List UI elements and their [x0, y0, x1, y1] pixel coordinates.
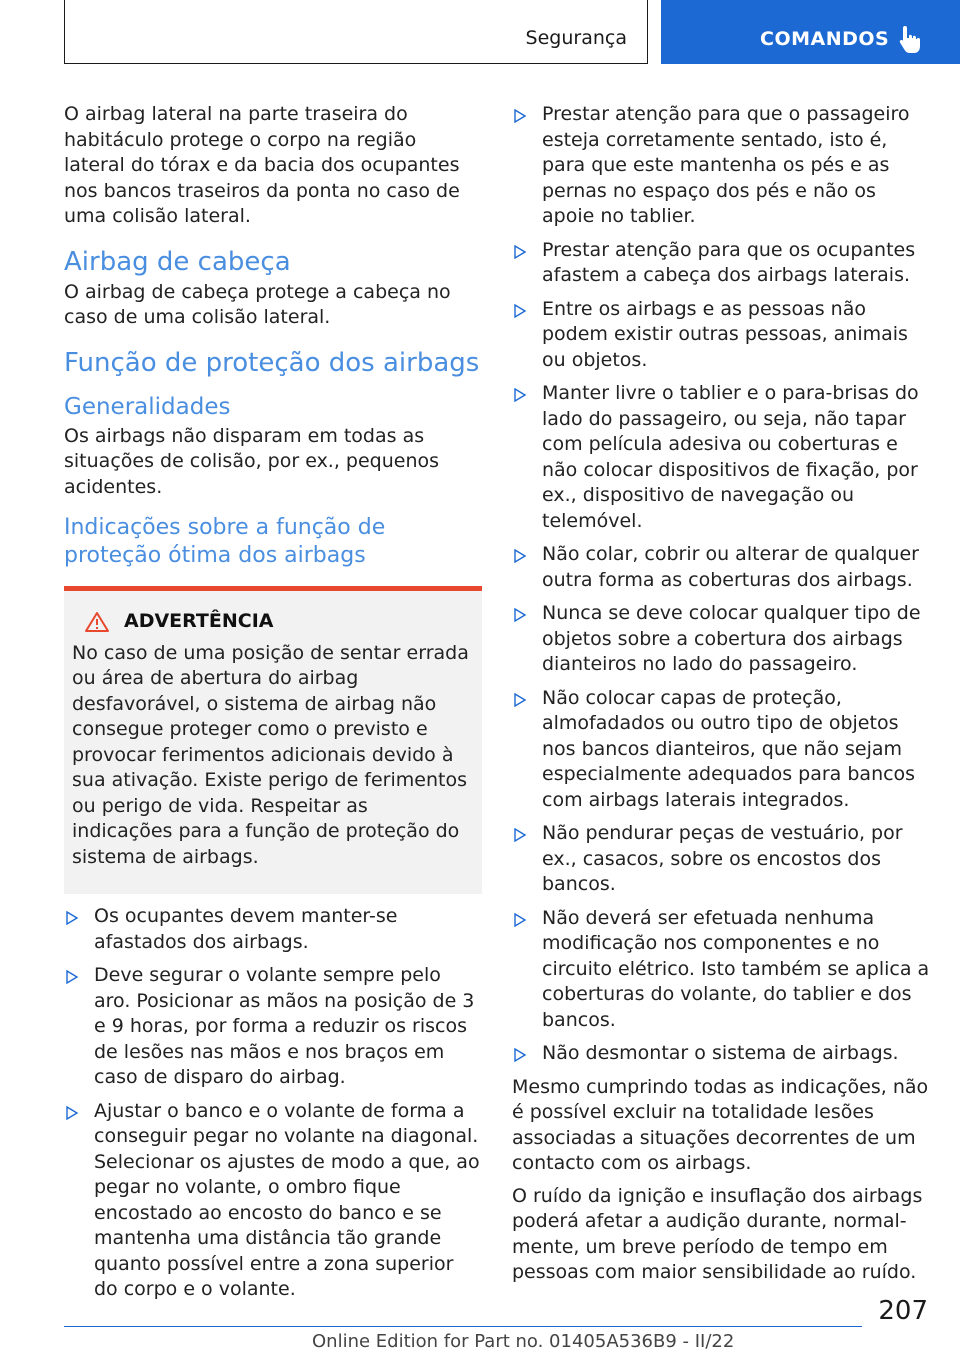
airbag-cabeca-paragraph: O airbag de cabeça protege a cabeça no caso de uma colisão lateral.: [64, 280, 451, 328]
list-item: [512, 906, 932, 1034]
list-item: [512, 1041, 932, 1067]
generalidades-paragraph: Os airbags não disparam em todas as situações de colisão, por ex., pequenos acidentes.: [64, 424, 440, 498]
list-item-text: Ajustar o banco e o volante de forma a conseguir pegar no volante na diagonal. Selecionar os ajustes de modo a que, ao pegar no volante, o ombro fique encostado ao encosto do banco e se mantenha uma distância tão grande quanto possível entre a zona superior do corpo e o volante.: [94, 1099, 480, 1300]
triangle-bullet-icon: [513, 693, 527, 707]
list-item: [512, 381, 932, 534]
triangle-bullet-icon: [65, 911, 79, 925]
left-bullet-list: [64, 904, 482, 1303]
list-item-text: Manter livre o tablier e o para-brisas do lado do passageiro, ou seja, não tapar com película adesiva ou coberturas e não colocar dispositivos de fixação, por ex., dispositivo de navegação ou telemóvel.: [542, 382, 919, 532]
warning-header: [72, 609, 474, 635]
intro-paragraph: O airbag lateral na parte traseira do habitáculo protege o corpo na região lateral do tórax e da bacia dos ocupantes nos bancos traseiros da ponta no caso de uma colisão lateral.: [64, 103, 460, 227]
ruido-paragraph: O ruído da ignição e insuflação dos airbags poderá afetar a audição durante, normalmente, um breve período de tempo em pessoas com maior sensibilidade ao ruído.: [512, 1184, 923, 1283]
page-number: 207: [878, 1296, 928, 1326]
list-item: [64, 1099, 482, 1303]
warning-body: No caso de uma posição de sentar errada ou área de abertura do airbag desfavorável, o sistema de airbag não consegue proteger como o previsto e provocar ferimentos adicionais devido à sua ativação. Existe perigo de ferimentos ou perigo de vida. Respeitar as indicações para a função de proteção do sistema de airbags.: [72, 641, 469, 868]
list-item-text: Prestar atenção para que o passageiro esteja corretamente sentado, isto é, para que este mantenha os pés e as pernas no espaço dos pés e não os apoie no tablier.: [542, 103, 910, 227]
heading-funcao-protecao: Função de proteção dos airbags: [64, 347, 480, 378]
list-item: [512, 542, 932, 593]
list-item-text: Prestar atenção para que os ocupantes afastem a cabeça dos airbags laterais.: [542, 238, 916, 286]
right-column: [512, 102, 932, 1293]
heading-generalidades: Generalidades: [64, 393, 231, 420]
triangle-bullet-icon: [513, 913, 527, 927]
footer-divider: [64, 1326, 862, 1327]
list-item-text: Não pendurar peças de vestuário, por ex., casacos, sobre os encostos dos bancos.: [542, 822, 903, 895]
triangle-bullet-icon: [513, 1048, 527, 1062]
list-item-text: Deve segurar o volante sempre pelo aro. Posicionar as mãos na posição de 3 e 9 horas, por forma a reduzir os riscos de lesões nas mãos e nos braços em caso de disparo do airbag.: [94, 964, 475, 1088]
list-item-text: Não deverá ser efetuada nenhuma modificação nos componentes e no circuito elétrico. Isto também se aplica a coberturas do volante, do tablier e dos bancos.: [542, 906, 930, 1031]
heading-indicacoes: Indicações sobre a função de proteção ótima dos airbags: [64, 515, 386, 568]
header-section-box: [64, 0, 648, 64]
list-item: [64, 963, 482, 1091]
list-item-text: Entre os airbags e as pessoas não podem existir outras pessoas, animais ou objetos.: [542, 297, 908, 371]
warning-triangle-icon: [84, 611, 110, 633]
list-item-text: Não colar, cobrir ou alterar de qualquer outra forma as coberturas dos airbags.: [542, 543, 919, 591]
right-bullet-list: [512, 102, 932, 1067]
hand-pointer-icon: [897, 24, 923, 56]
list-item-text: Nunca se deve colocar qualquer tipo de objetos sobre a cobertura dos airbags dianteiros no lado do passageiro.: [542, 602, 921, 675]
list-item: [512, 238, 932, 289]
list-item: [512, 102, 932, 230]
list-item: [512, 686, 932, 814]
heading-airbag-cabeca: Airbag de cabeça: [64, 246, 291, 277]
chapter-tab[interactable]: [661, 0, 960, 64]
triangle-bullet-icon: [65, 1106, 79, 1120]
triangle-bullet-icon: [65, 970, 79, 984]
list-item-text: Não colocar capas de proteção, almofadados ou outro tipo de objetos nos bancos dianteiros, que não sejam especialmente adequados para bancos com airbags laterais integrados.: [542, 686, 916, 811]
list-item: [64, 904, 482, 955]
list-item: [512, 821, 932, 898]
chapter-tab-label: COMANDOS: [760, 28, 890, 50]
list-item: [512, 297, 932, 374]
triangle-bullet-icon: [513, 304, 527, 318]
section-title: Segurança: [525, 27, 627, 49]
triangle-bullet-icon: [513, 549, 527, 563]
warning-title: ADVERTÊNCIA: [124, 610, 274, 632]
warning-box: [64, 586, 482, 894]
list-item-text: Os ocupantes devem manter-se afastados dos airbags.: [94, 905, 398, 953]
left-column: [64, 102, 482, 1311]
triangle-bullet-icon: [513, 388, 527, 402]
list-item: [512, 601, 932, 678]
list-item-text: Não desmontar o sistema de airbags.: [542, 1042, 899, 1064]
triangle-bullet-icon: [513, 245, 527, 259]
mesmo-paragraph: Mesmo cumprindo todas as indicações, não é possível excluir na totalidade lesões associadas a situações decorrentes de um contacto com os airbags.: [512, 1075, 929, 1174]
triangle-bullet-icon: [513, 608, 527, 622]
triangle-bullet-icon: [513, 828, 527, 842]
footer-edition: Online Edition for Part no. 01405A536B9 - II/22: [312, 1331, 735, 1352]
triangle-bullet-icon: [513, 109, 527, 123]
